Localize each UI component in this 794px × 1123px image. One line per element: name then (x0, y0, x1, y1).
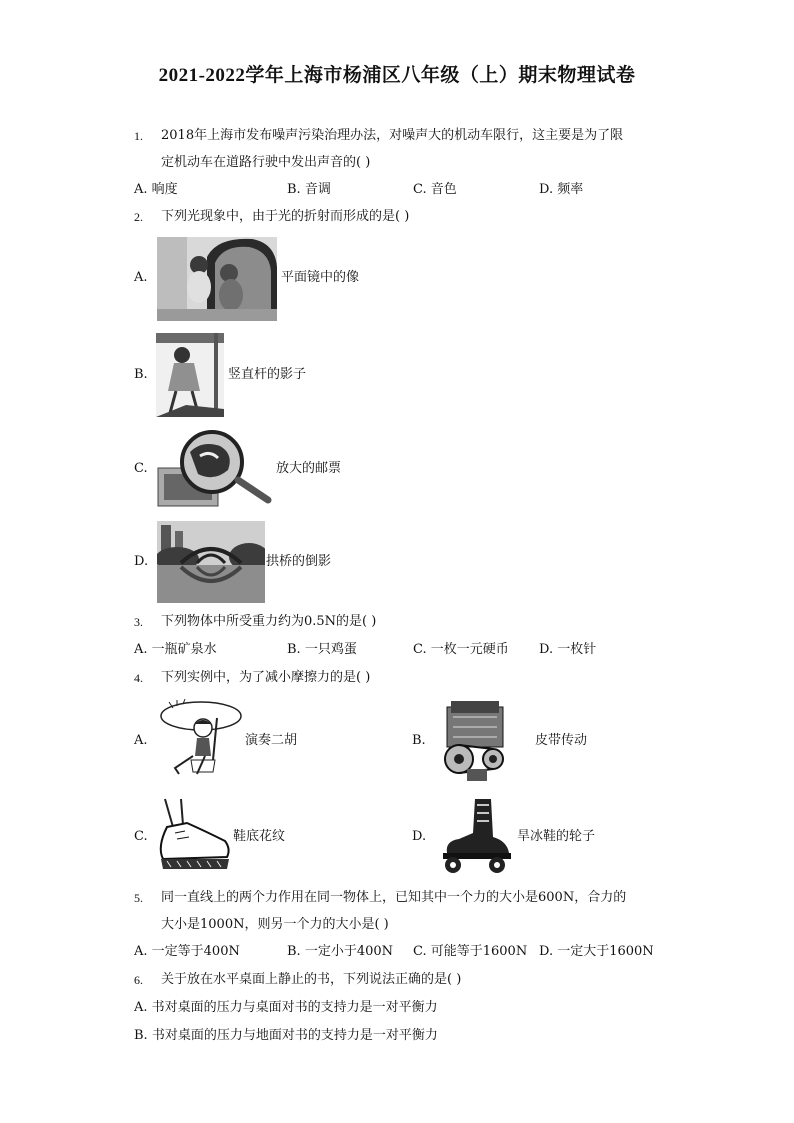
option-d: D. 一枚针 (539, 642, 597, 657)
question-stem: 下列物体中所受重力约为0.5N的是( ) (161, 614, 377, 629)
question-number: 2. (134, 210, 143, 224)
erhu-player-drawing (157, 698, 243, 780)
roller-skate-drawing (437, 797, 513, 875)
shoe-sole-drawing (155, 797, 233, 877)
option-b: B. 一定小于400N (287, 944, 394, 959)
question-number: 3. (134, 615, 143, 629)
option-d-caption: 旱冰鞋的轮子 (517, 829, 596, 844)
magnified-stamp-image (154, 428, 272, 510)
option-b-letter: B. (412, 733, 426, 748)
option-d-caption: 拱桥的倒影 (266, 554, 332, 569)
option-c: C. 一枚一元硬币 (413, 642, 509, 657)
option-c-caption: 鞋底花纹 (233, 829, 286, 844)
question-stem: 2018年上海市发布噪声污染治理办法，对噪声大的机动车限行，这主要是为了限 (161, 128, 624, 143)
question-number: 6. (134, 973, 143, 987)
pole-shadow-image (156, 333, 224, 417)
option-a: A. 一定等于400N (134, 944, 240, 959)
option-a-letter: A. (134, 733, 148, 748)
option-b: B. 一只鸡蛋 (287, 642, 357, 657)
option-b: B. 音调 (287, 182, 331, 197)
question-stem: 下列实例中，为了减小摩擦力的是( ) (161, 670, 371, 685)
question-number: 1. (134, 129, 143, 143)
page-title: 2021-2022学年上海市杨浦区八年级（上）期末物理试卷 (158, 65, 636, 86)
option-a: A. 响度 (134, 182, 178, 197)
option-c: C. 音色 (413, 182, 457, 197)
option-d: D. 一定大于1600N (539, 944, 654, 959)
option-d-letter: D. (412, 829, 427, 844)
question-number: 4. (134, 671, 143, 685)
option-a: A. 一瓶矿泉水 (134, 642, 217, 657)
option-a-caption: 平面镜中的像 (281, 270, 360, 285)
question-number: 5. (134, 891, 143, 905)
question-stem: 关于放在水平桌面上静止的书，下列说法正确的是( ) (161, 972, 462, 987)
option-a: A. 书对桌面的压力与桌面对书的支持力是一对平衡力 (134, 1000, 438, 1015)
option-c: C. 可能等于1600N (413, 944, 528, 959)
option-b: B. 书对桌面的压力与地面对书的支持力是一对平衡力 (134, 1028, 438, 1043)
option-d: D. 频率 (539, 182, 584, 197)
arch-bridge-image (157, 521, 265, 603)
question-stem: 大小是1000N，则另一个力的大小是( ) (161, 917, 389, 932)
option-b-caption: 竖直杆的影子 (228, 367, 307, 382)
option-b-letter: B. (134, 367, 148, 382)
option-b-caption: 皮带传动 (535, 733, 588, 748)
belt-drive-engine-drawing (437, 697, 515, 783)
question-stem: 下列光现象中，由于光的折射而形成的是( ) (161, 209, 410, 224)
option-d-letter: D. (134, 554, 149, 569)
option-a-letter: A. (134, 270, 148, 285)
question-stem: 同一直线上的两个力作用在同一物体上，已知其中一个力的大小是600N，合力的 (161, 890, 627, 905)
question-stem: 定机动车在道路行驶中发出声音的( ) (161, 155, 371, 170)
option-c-caption: 放大的邮票 (276, 461, 342, 476)
option-c-letter: C. (134, 829, 148, 844)
option-a-caption: 演奏二胡 (245, 733, 298, 748)
mirror-image-photo (157, 237, 277, 321)
option-c-letter: C. (134, 461, 148, 476)
